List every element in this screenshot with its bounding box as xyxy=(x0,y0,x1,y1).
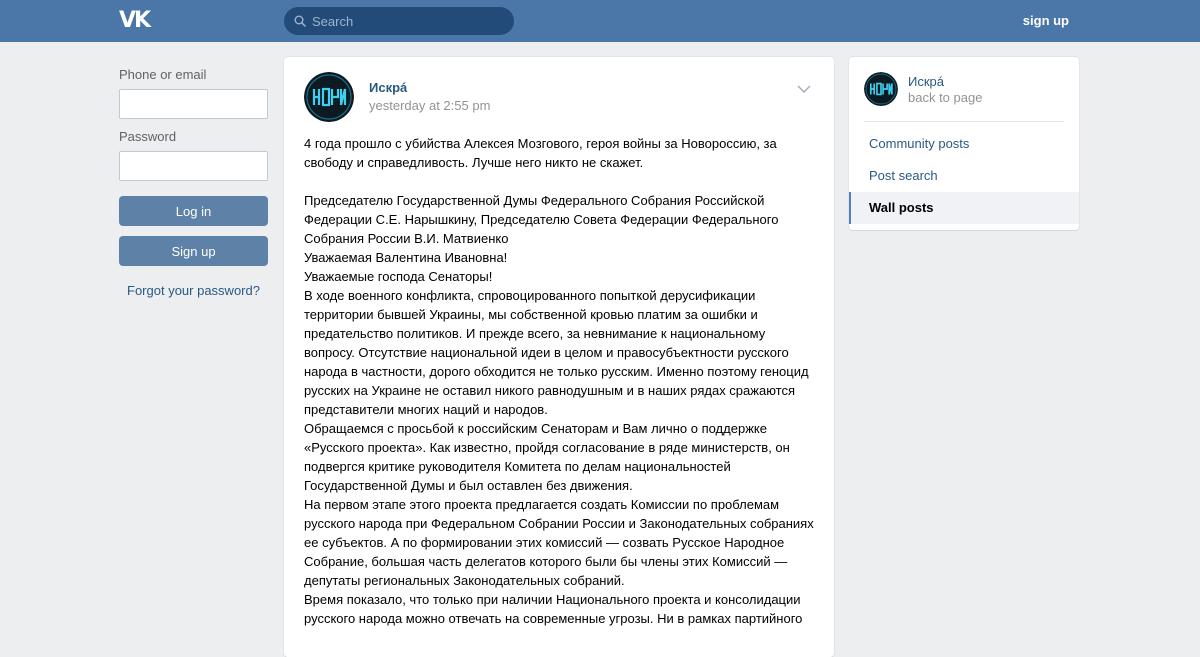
menu-community-posts[interactable]: Community posts xyxy=(869,136,970,151)
post-paragraph: В ходе военного конфликта, спровоцированного попыткой дерусификации территории бывшей Украины, мы собственной кровью платим за ошибки и предательство политиков. И прежде всего, за невнимание к национальному вопросу. Отсутствие национальной идеи в целом и правосубъектности русского народа в частности, дорого обходится не только русским. Именно поэтому геноцид русских на Украине не оставил никого равнодушным и в наших рядах сражаются представители многих наций и народов. xyxy=(304,288,809,417)
post-paragraph: Время показало, что только при наличии Национального проекта и консолидации русского народа можно отвечать на современные угрозы. Ни в рамках партийного xyxy=(304,592,803,626)
password-label: Password xyxy=(119,129,177,144)
post-paragraph: Уважаемые господа Сенаторы! xyxy=(304,269,493,284)
community-card xyxy=(849,57,1079,230)
login-panel xyxy=(119,57,268,298)
signup-button[interactable]: Sign up xyxy=(119,236,268,266)
search-box[interactable] xyxy=(284,7,514,35)
menu-wall-posts[interactable]: Wall posts xyxy=(849,192,1079,224)
search-input[interactable] xyxy=(312,7,502,35)
post-paragraph: На первом этапе этого проекта предлагается создать Комиссии по проблемам русского народа при Федеральном Собрании России и Законодательных собраниях ее субъектов. А по формировании этих комиссий — созвать Русское Народное Собрание, большая часть делегатов которого были бы члены этих Комиссий — депутаты региональных Законодательных собраний. xyxy=(304,497,814,588)
vk-logo[interactable]: VK xyxy=(119,8,150,33)
community-logo-icon xyxy=(864,72,898,106)
post-author-name[interactable]: Искрá xyxy=(369,80,408,95)
card-avatar[interactable] xyxy=(864,72,898,106)
search-icon xyxy=(294,15,306,27)
post-author-avatar[interactable] xyxy=(304,72,354,122)
menu-post-search[interactable]: Post search xyxy=(869,168,938,183)
card-community-name[interactable]: Искрá xyxy=(908,74,944,89)
phone-email-field[interactable] xyxy=(119,89,268,119)
post-paragraph: Уважаемая Валентина Ивановна! xyxy=(304,250,508,265)
post-date[interactable]: yesterday at 2:55 pm xyxy=(369,98,491,113)
community-logo-icon xyxy=(304,72,354,122)
post-text xyxy=(304,134,816,628)
header-signup-link[interactable]: sign up xyxy=(1022,13,1069,28)
post-paragraph: Обращаемся с просьбой к российским Сенаторам и Вам лично о поддержке «Русского проекта». Как известно, пройдя согласование в ряде министерств, он подвергся критике руководителя Комитета по делам национальностей Государственной Думы и был оставлен без движения. xyxy=(304,421,790,493)
chevron-down-icon[interactable] xyxy=(796,83,812,95)
post-paragraph: Председателю Государственной Думы Федерального Собрания Российской Федерации С.Е. Нарышкину, Председателю Совета Федерации Федерального Собрания России В.И. Матвиенко xyxy=(304,193,779,246)
paragraph-gap xyxy=(304,172,816,191)
card-divider xyxy=(864,121,1064,122)
password-field[interactable] xyxy=(119,151,268,181)
post-paragraph: 4 года прошло с убийства Алексея Мозгового, героя войны за Новороссию, за свободу и справедливость. Лучше него никто не скажет. xyxy=(304,136,777,170)
login-button[interactable]: Log in xyxy=(119,196,268,226)
wall-post xyxy=(284,57,834,657)
top-header xyxy=(0,0,1200,42)
phone-label: Phone or email xyxy=(119,67,207,82)
forgot-password-link[interactable]: Forgot your password? xyxy=(127,283,260,298)
back-to-page-link[interactable]: back to page xyxy=(908,90,983,105)
